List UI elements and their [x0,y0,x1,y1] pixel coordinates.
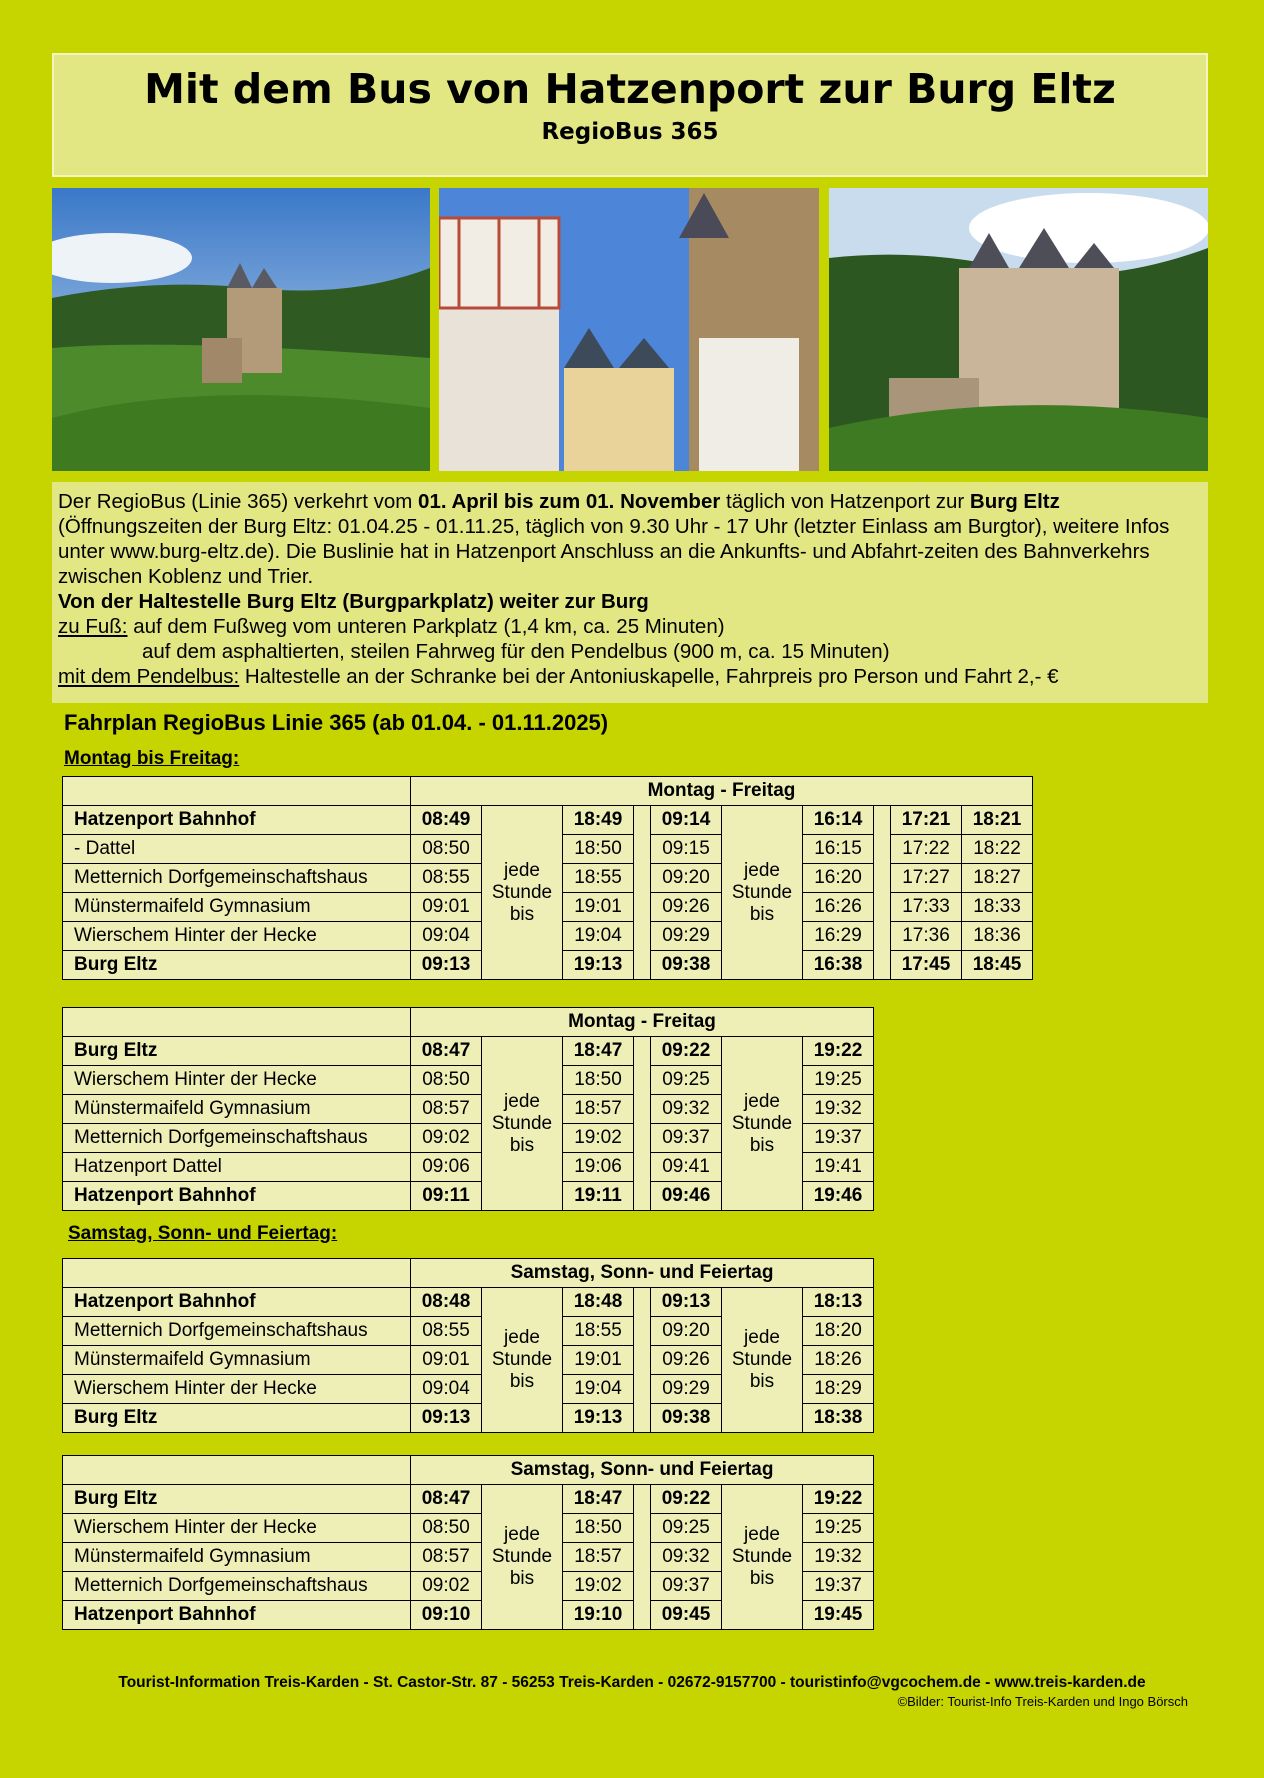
hourly-note: jede Stunde bis [482,1288,563,1433]
photo-credit: ©Bilder: Tourist-Info Treis-Karden und Ingo Börsch [897,1694,1188,1709]
table-row: Metternich Dorfgemeinschaftshaus 08:55 18:55 09:20 18:20 [63,1317,874,1346]
info-heading: Von der Haltestelle Burg Eltz (Burgparkplatz) weiter zur Burg [58,590,649,613]
hourly-note: jede Stunde bis [722,1037,803,1211]
table-row: Metternich Dorfgemeinschaftshaus 09:02 19:02 09:37 19:37 [63,1124,874,1153]
hourly-note: jede Stunde bis [722,806,803,980]
info-shuttle: mit dem Pendelbus: Haltestelle an der Schranke bei der Antoniuskapelle, Fahrpreis pro Person und Fahrt 2,- € [58,665,1059,688]
page-subtitle: RegioBus 365 [541,119,719,145]
table-row: Burg Eltz 08:47 jede Stunde bis 18:47 09:22 jede Stunde bis 19:22 [63,1037,874,1066]
info-panel [52,482,1208,703]
footer-contact: Tourist-Information Treis-Karden - St. Castor-Str. 87 - 56253 Treis-Karden - 02672-9157700 - touristinfo@vgcochem.de - www.treis-karden.de [118,1674,1146,1691]
title-banner [52,53,1208,177]
hourly-note: jede Stunde bis [482,806,563,980]
table-row: Münstermaifeld Gymnasium 09:01 19:01 09:26 16:26 17:33 18:33 [63,893,1033,922]
schedule-title: Fahrplan RegioBus Linie 365 (ab 01.04. - 01.11.2025) [64,710,609,735]
table-header: Samstag, Sonn- und Feiertag [411,1456,874,1485]
hourly-note: jede Stunde bis [722,1485,803,1630]
table-row: Hatzenport Bahnhof 09:11 19:11 09:46 19:46 [63,1182,874,1211]
table-row: Hatzenport Bahnhof 09:10 19:10 09:45 19:45 [63,1601,874,1630]
info-walk: zu Fuß: auf dem Fußweg vom unteren Parkplatz (1,4 km, ca. 25 Minuten) [58,615,725,638]
table-row: Hatzenport Dattel 09:06 19:06 09:41 19:41 [63,1153,874,1182]
table-row: - Dattel 08:50 18:50 09:15 16:15 17:22 18:22 [63,835,1033,864]
hourly-note: jede Stunde bis [722,1288,803,1433]
timetable-weekday-return [62,1007,874,1211]
table-row: Münstermaifeld Gymnasium 08:57 18:57 09:32 19:32 [63,1543,874,1572]
info-walk-alt: auf dem asphaltierten, steilen Fahrweg für den Pendelbus (900 m, ca. 15 Minuten) [142,640,890,663]
table-row: Burg Eltz 08:47 jede Stunde bis 18:47 09:22 jede Stunde bis 19:22 [63,1485,874,1514]
table-row: Metternich Dorfgemeinschaftshaus 09:02 19:02 09:37 19:37 [63,1572,874,1601]
hourly-note: jede Stunde bis [482,1037,563,1211]
table-row: Wierschem Hinter der Hecke 08:50 18:50 09:25 19:25 [63,1066,874,1095]
table-row: Burg Eltz 09:13 19:13 09:38 18:38 [63,1404,874,1433]
table-row: Burg Eltz 09:13 19:13 09:38 16:38 17:45 18:45 [63,951,1033,980]
table-row: Münstermaifeld Gymnasium 08:57 18:57 09:32 19:32 [63,1095,874,1124]
page-title: Mit dem Bus von Hatzenport zur Burg Eltz [144,65,1116,113]
photo-courtyard [439,188,819,471]
table-row: Hatzenport Bahnhof 08:49 jede Stunde bis 18:49 09:14 jede Stunde bis 16:14 17:21 18:21 [63,806,1033,835]
table-row: Wierschem Hinter der Hecke 09:04 19:04 09:29 18:29 [63,1375,874,1404]
table-row: Wierschem Hinter der Hecke 09:04 19:04 09:29 16:29 17:36 18:36 [63,922,1033,951]
table-header: Montag - Freitag [411,777,1033,806]
photo-castle-forest [829,188,1208,471]
info-intro: Der RegioBus (Linie 365) verkehrt vom 01. April bis zum 01. November täglich von Hatzenport zur Burg Eltz (Öffnungszeiten der Burg Eltz: 01.04.25 - 01.11.25, täglich von 9.30 Uhr - 17 Uhr (letzter Einlass am Burgtor), weitere Infos unter www.burg-eltz.de). Die Buslinie hat in Hatzenport Anschluss an die Ankunfts- und Abfahrt-zeiten des Bahnverkehrs zwischen Koblenz und Trier. [58,490,1170,588]
table-row: Metternich Dorfgemeinschaftshaus 08:55 18:55 09:20 16:20 17:27 18:27 [63,864,1033,893]
table-row: Hatzenport Bahnhof 08:48 jede Stunde bis 18:48 09:13 jede Stunde bis 18:13 [63,1288,874,1317]
weekend-label: Samstag, Sonn- und Feiertag: [68,1223,338,1244]
timetable-weekday-outbound [62,776,1033,980]
weekday-label: Montag bis Freitag: [64,748,240,769]
table-row: Münstermaifeld Gymnasium 09:01 19:01 09:26 18:26 [63,1346,874,1375]
timetable-weekend-return [62,1455,874,1630]
table-header: Montag - Freitag [411,1008,874,1037]
timetable-weekend-outbound [62,1258,874,1433]
photo-castle-hillside [52,188,430,471]
table-header: Samstag, Sonn- und Feiertag [411,1259,874,1288]
hourly-note: jede Stunde bis [482,1485,563,1630]
table-row: Wierschem Hinter der Hecke 08:50 18:50 09:25 19:25 [63,1514,874,1543]
